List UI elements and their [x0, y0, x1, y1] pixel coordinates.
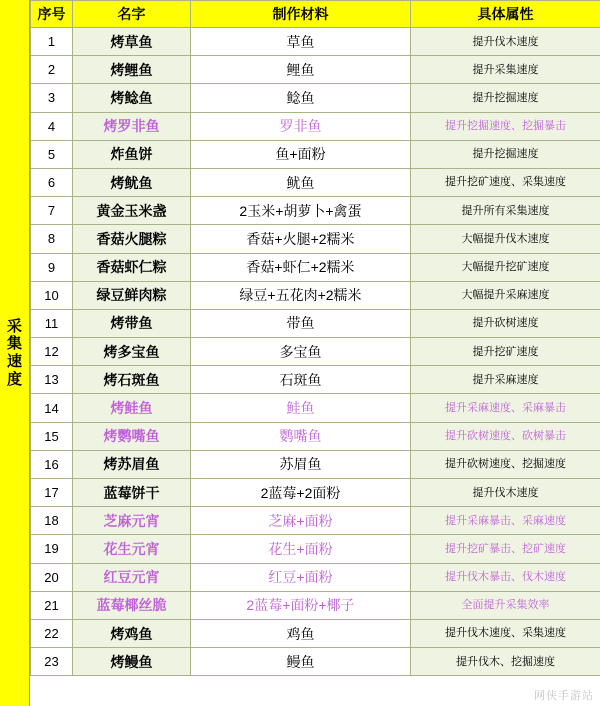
- table-row: [31, 309, 600, 337]
- cell-index: 20: [31, 563, 73, 591]
- cell-name: 烤鳗鱼: [73, 648, 191, 676]
- cell-attributes: 提升挖掘速度: [411, 140, 600, 168]
- cell-name: 花生元宵: [73, 535, 191, 563]
- cell-attributes: 提升挖掘速度、挖掘暴击: [411, 112, 600, 140]
- cell-name: 烤石斑鱼: [73, 366, 191, 394]
- table-row: [31, 366, 600, 394]
- cell-name: 烤鲤鱼: [73, 56, 191, 84]
- cell-materials: 绿豆+五花肉+2糯米: [191, 281, 411, 309]
- table-row: [31, 619, 600, 647]
- cell-name: 烤鲶鱼: [73, 84, 191, 112]
- cell-materials: 2玉米+胡萝卜+禽蛋: [191, 197, 411, 225]
- cell-attributes: 大幅提升挖矿速度: [411, 253, 600, 281]
- cell-materials: 鱿鱼: [191, 168, 411, 196]
- table-row: [31, 84, 600, 112]
- table-row: [31, 535, 600, 563]
- cell-index: 3: [31, 84, 73, 112]
- cell-materials: 鲤鱼: [191, 56, 411, 84]
- cell-index: 2: [31, 56, 73, 84]
- table-row: [31, 56, 600, 84]
- cell-materials: 带鱼: [191, 309, 411, 337]
- cell-attributes: 提升砍树速度、挖掘速度: [411, 450, 600, 478]
- cell-attributes: 提升伐木速度: [411, 479, 600, 507]
- cell-materials: 花生+面粉: [191, 535, 411, 563]
- cell-attributes: 提升伐木速度、采集速度: [411, 619, 600, 647]
- cooking-recipe-table: [30, 0, 600, 676]
- cell-index: 19: [31, 535, 73, 563]
- table-row: [31, 140, 600, 168]
- cell-name: 绿豆鲜肉粽: [73, 281, 191, 309]
- cell-attributes: 提升砍树速度: [411, 309, 600, 337]
- table-row: [31, 648, 600, 676]
- cell-name: 蓝莓饼干: [73, 479, 191, 507]
- table-row: [31, 197, 600, 225]
- cell-materials: 苏眉鱼: [191, 450, 411, 478]
- cell-index: 6: [31, 168, 73, 196]
- cell-attributes: 提升伐木速度: [411, 28, 600, 56]
- cell-index: 8: [31, 225, 73, 253]
- cell-materials: 香菇+火腿+2糯米: [191, 225, 411, 253]
- cell-attributes: 大幅提升伐木速度: [411, 225, 600, 253]
- cell-name: 香菇虾仁粽: [73, 253, 191, 281]
- table-row: [31, 338, 600, 366]
- cell-index: 11: [31, 309, 73, 337]
- table-row: [31, 563, 600, 591]
- cell-name: 芝麻元宵: [73, 507, 191, 535]
- cell-attributes: 大幅提升采麻速度: [411, 281, 600, 309]
- cell-materials: 红豆+面粉: [191, 563, 411, 591]
- cell-name: 烤鱿鱼: [73, 168, 191, 196]
- table-row: [31, 28, 600, 56]
- table-row: [31, 112, 600, 140]
- cell-materials: 鲶鱼: [191, 84, 411, 112]
- cell-name: 黄金玉米盏: [73, 197, 191, 225]
- category-side-label-text: 采集速度: [6, 317, 22, 388]
- cell-materials: 草鱼: [191, 28, 411, 56]
- cell-index: 17: [31, 479, 73, 507]
- cell-materials: 鳗鱼: [191, 648, 411, 676]
- cell-attributes: 全面提升采集效率: [411, 591, 600, 619]
- cell-materials: 鱼+面粉: [191, 140, 411, 168]
- category-side-label: [0, 0, 30, 706]
- table-row: [31, 479, 600, 507]
- table-header-row: [31, 1, 600, 28]
- cell-name: 烤带鱼: [73, 309, 191, 337]
- cell-materials: 芝麻+面粉: [191, 507, 411, 535]
- cell-name: 烤苏眉鱼: [73, 450, 191, 478]
- cell-name: 烤草鱼: [73, 28, 191, 56]
- cell-name: 烤鸡鱼: [73, 619, 191, 647]
- cell-index: 12: [31, 338, 73, 366]
- cell-attributes: 提升挖矿速度: [411, 338, 600, 366]
- cell-attributes: 提升伐木暴击、伐木速度: [411, 563, 600, 591]
- cell-index: 22: [31, 619, 73, 647]
- cell-index: 23: [31, 648, 73, 676]
- cell-attributes: 提升采集速度: [411, 56, 600, 84]
- table-body: [31, 28, 600, 676]
- table-row: [31, 507, 600, 535]
- watermark: 网侠手游站: [534, 690, 594, 702]
- cell-name: 烤多宝鱼: [73, 338, 191, 366]
- table-header: [31, 1, 600, 28]
- cell-attributes: 提升所有采集速度: [411, 197, 600, 225]
- cell-index: 10: [31, 281, 73, 309]
- table-row: [31, 591, 600, 619]
- cell-attributes: 提升采麻速度: [411, 366, 600, 394]
- cell-materials: 多宝鱼: [191, 338, 411, 366]
- cell-index: 21: [31, 591, 73, 619]
- cell-materials: 罗非鱼: [191, 112, 411, 140]
- cell-name: 烤鹦嘴鱼: [73, 422, 191, 450]
- cell-index: 7: [31, 197, 73, 225]
- cell-materials: 石斑鱼: [191, 366, 411, 394]
- cell-index: 16: [31, 450, 73, 478]
- cell-materials: 鲑鱼: [191, 394, 411, 422]
- cell-attributes: 提升伐木、挖掘速度: [411, 648, 600, 676]
- cell-name: 烤鲑鱼: [73, 394, 191, 422]
- cell-name: 蓝莓椰丝脆: [73, 591, 191, 619]
- table-row: [31, 422, 600, 450]
- table-row: [31, 225, 600, 253]
- cell-index: 9: [31, 253, 73, 281]
- cell-attributes: 提升挖掘速度: [411, 84, 600, 112]
- cell-name: 烤罗非鱼: [73, 112, 191, 140]
- column-header-attributes: 具体属性: [411, 1, 600, 28]
- cell-attributes: 提升采麻速度、采麻暴击: [411, 394, 600, 422]
- table-area: [30, 0, 600, 706]
- column-header-materials: 制作材料: [191, 1, 411, 28]
- cell-index: 15: [31, 422, 73, 450]
- cell-index: 1: [31, 28, 73, 56]
- cell-attributes: 提升挖矿暴击、挖矿速度: [411, 535, 600, 563]
- cell-materials: 鸡鱼: [191, 619, 411, 647]
- cell-index: 13: [31, 366, 73, 394]
- column-header-name: 名字: [73, 1, 191, 28]
- table-row: [31, 253, 600, 281]
- cell-materials: 鹦嘴鱼: [191, 422, 411, 450]
- cell-name: 香菇火腿粽: [73, 225, 191, 253]
- cell-materials: 2蓝莓+面粉+椰子: [191, 591, 411, 619]
- table-row: [31, 281, 600, 309]
- cell-attributes: 提升挖矿速度、采集速度: [411, 168, 600, 196]
- cell-attributes: 提升采麻暴击、采麻速度: [411, 507, 600, 535]
- table-row: [31, 168, 600, 196]
- cell-attributes: 提升砍树速度、砍树暴击: [411, 422, 600, 450]
- table-row: [31, 450, 600, 478]
- cell-index: 5: [31, 140, 73, 168]
- column-header-index: 序号: [31, 1, 73, 28]
- table-row: [31, 394, 600, 422]
- cell-name: 炸鱼饼: [73, 140, 191, 168]
- cell-materials: 2蓝莓+2面粉: [191, 479, 411, 507]
- cell-index: 14: [31, 394, 73, 422]
- cell-index: 18: [31, 507, 73, 535]
- cell-index: 4: [31, 112, 73, 140]
- cell-name: 红豆元宵: [73, 563, 191, 591]
- cell-materials: 香菇+虾仁+2糯米: [191, 253, 411, 281]
